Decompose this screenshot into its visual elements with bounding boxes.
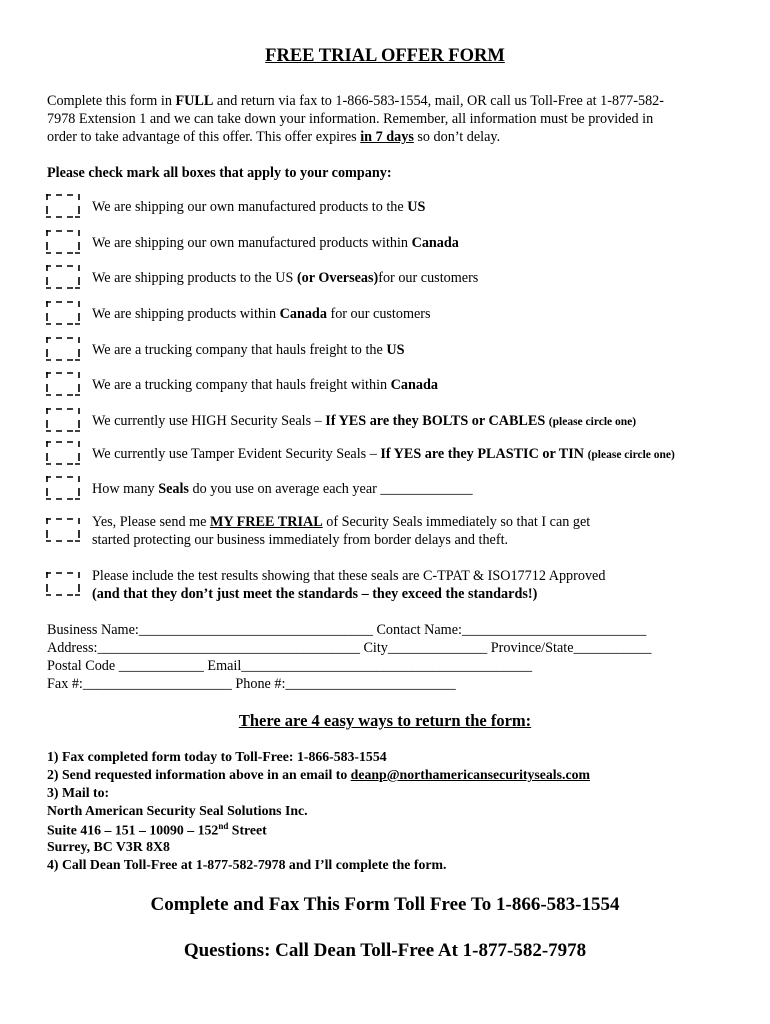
item-note: (please circle one) (548, 416, 637, 428)
checkbox[interactable] (45, 335, 77, 363)
checkbox-free-trial[interactable] (45, 516, 77, 544)
checklist-item (92, 342, 404, 359)
test-results-line-1: Please include the test results showing that these seals are C-TPAT & ISO17712 Approved (92, 568, 606, 584)
instruction-mail: 3) Mail to: (47, 785, 110, 800)
check-heading: Please check mark all boxes that apply to your company: (47, 165, 392, 181)
intro-full-emphasis: FULL (175, 93, 214, 109)
test-results-line-2: (and that they don’t just meet the standards – they exceed the standards!) (92, 586, 538, 602)
item-emphasis: US (386, 342, 405, 358)
checkbox[interactable] (45, 474, 77, 502)
form-title: FREE TRIAL OFFER FORM (265, 46, 505, 66)
checklist-item (92, 235, 459, 252)
dashed-checkbox-icon (45, 570, 81, 598)
checkbox[interactable] (45, 192, 77, 220)
intro-text: Complete this form in (47, 93, 176, 109)
instruction-email (47, 767, 590, 783)
checkbox-test-results[interactable] (45, 570, 77, 598)
postal-email-field[interactable]: Postal Code ____________ Email_________________________________________ (47, 658, 533, 674)
checklist-item (92, 481, 473, 498)
trial-text: Yes, Please send me (92, 514, 210, 530)
item-text: We are shipping our own manufactured products within (92, 235, 412, 251)
item-text: We are a trucking company that hauls freight within (92, 377, 391, 393)
item-text: We are shipping products within (92, 306, 280, 322)
dashed-checkbox-icon (45, 439, 81, 467)
instruction-call: 4) Call Dean Toll-Free at 1-877-582-7978 and I’ll complete the form. (47, 857, 447, 872)
item-emphasis: US (407, 199, 426, 215)
item-emphasis: If YES are they BOLTS or CABLES (325, 413, 549, 429)
item-text: We currently use HIGH Security Seals – (92, 413, 326, 429)
mail-company-name: North American Security Seal Solutions Inc. (47, 803, 308, 818)
checklist-item (92, 446, 675, 463)
checkbox[interactable] (45, 263, 77, 291)
dashed-checkbox-icon (45, 516, 81, 544)
item-note: (please circle one) (587, 449, 675, 461)
trial-text: of Security Seals immediately so that I can get (322, 514, 591, 530)
item-emphasis: Canada (279, 306, 327, 322)
item-text-tail: for our customers (326, 306, 431, 322)
dashed-checkbox-icon (45, 228, 81, 256)
mail-city-postal: Surrey, BC V3R 8X8 (47, 839, 170, 854)
dashed-checkbox-icon (45, 406, 81, 434)
checkbox[interactable] (45, 439, 77, 467)
dashed-checkbox-icon (45, 474, 81, 502)
free-trial-line-2: started protecting our business immediately from border delays and theft. (92, 532, 509, 548)
item-emphasis: Canada (411, 235, 459, 251)
footer-call-line: Questions: Call Dean Toll-Free At 1-877-582-7978 (183, 940, 587, 961)
dashed-checkbox-icon (45, 263, 81, 291)
business-contact-field[interactable]: Business Name:_________________________________ Contact Name:__________________________ (47, 622, 647, 638)
item-emphasis: If YES are they PLASTIC or TIN (380, 446, 588, 462)
intro-text: so don’t delay. (413, 129, 501, 145)
email-link[interactable]: deanp@northamericansecurityseals.com (350, 767, 590, 782)
checkbox[interactable] (45, 228, 77, 256)
footer-fax-line: Complete and Fax This Form Toll Free To 1-866-583-1554 (150, 894, 620, 915)
mail-street-address (47, 821, 267, 839)
intro-line-1 (47, 93, 664, 110)
checklist-item (92, 270, 478, 287)
address-city-province-field[interactable]: Address:_____________________________________ City______________ Province/State___________ (47, 640, 652, 656)
checkbox[interactable] (45, 299, 77, 327)
dashed-checkbox-icon (45, 192, 81, 220)
checkbox[interactable] (45, 370, 77, 398)
item-text: We are shipping our own manufactured products to the (92, 199, 408, 215)
checklist-item (92, 199, 425, 216)
street-text: Street (228, 822, 267, 838)
street-text: Suite 416 – 151 – 10090 – 152 (47, 822, 219, 838)
intro-line-3 (47, 129, 500, 146)
dashed-checkbox-icon (45, 335, 81, 363)
expiry-emphasis: in 7 days (360, 129, 414, 145)
intro-text: and return via fax to 1-866-583-1554, mail, OR call us Toll-Free at 1-877-582- (213, 93, 664, 109)
fax-phone-field[interactable]: Fax #:_____________________ Phone #:________________________ (47, 676, 456, 692)
instruction-fax: 1) Fax completed form today to Toll-Free: 1-866-583-1554 (47, 749, 387, 764)
item-emphasis: Seals (158, 481, 189, 497)
item-text-tail: for our customers (378, 270, 479, 286)
dashed-checkbox-icon (45, 370, 81, 398)
item-text: How many (92, 481, 159, 497)
free-trial-emphasis: MY FREE TRIAL (209, 514, 323, 530)
return-ways-heading: There are 4 easy ways to return the form: (238, 711, 532, 730)
item-emphasis: Canada (390, 377, 438, 393)
item-text: We currently use Tamper Evident Security Seals – (92, 446, 381, 462)
item-text: We are a trucking company that hauls freight to the (92, 342, 387, 358)
ordinal-suffix: nd (218, 821, 229, 831)
item-emphasis: (or Overseas) (296, 270, 379, 286)
item-text-tail: do you use on average each year _____________ (188, 481, 473, 497)
intro-line-2: 7978 Extension 1 and we can take down your information. Remember, all information must be provided in (47, 111, 654, 127)
checkbox[interactable] (45, 406, 77, 434)
checklist-item (92, 413, 636, 430)
checklist-item (92, 306, 431, 323)
dashed-checkbox-icon (45, 299, 81, 327)
item-text: We are shipping products to the US (92, 270, 297, 286)
intro-text: order to take advantage of this offer. This offer expires (47, 129, 361, 145)
instruction-email-text: 2) Send requested information above in an email to (47, 767, 351, 782)
free-trial-line-1 (92, 514, 590, 531)
checklist-item (92, 377, 438, 394)
